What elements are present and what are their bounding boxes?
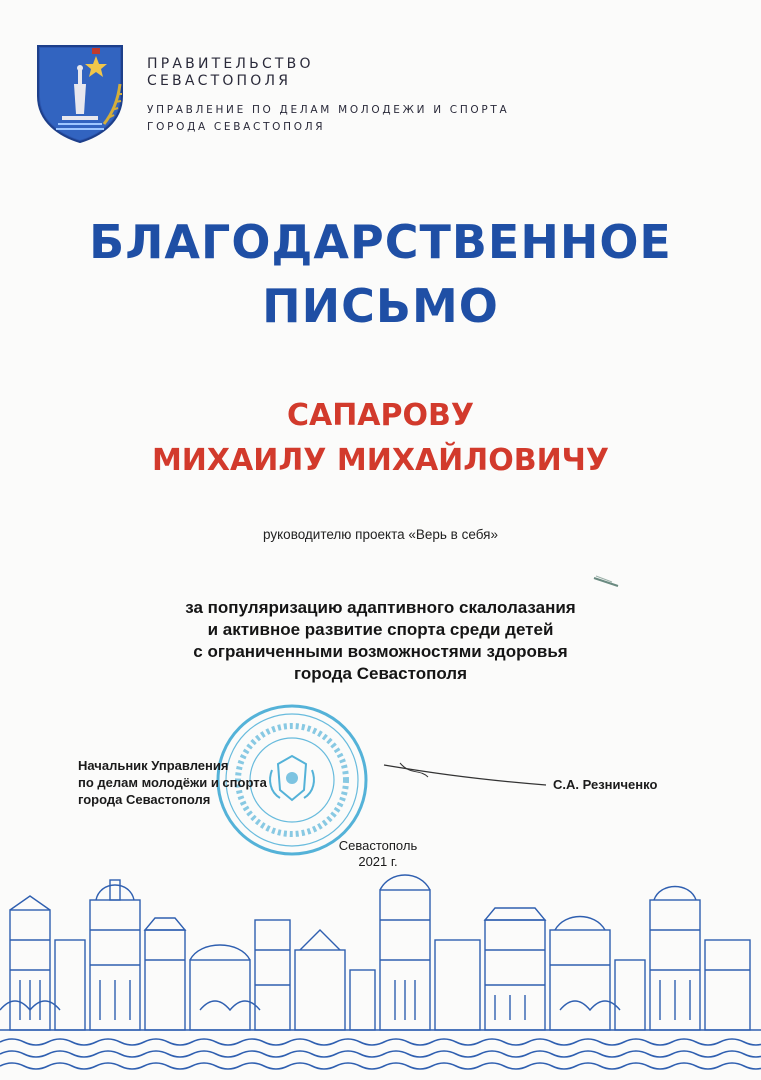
reason-text — [0, 597, 761, 685]
sevastopol-coat-of-arms-icon — [34, 44, 126, 144]
gov-line-2: СЕВАСТОПОЛЯ — [147, 73, 292, 89]
gov-line-1: ПРАВИТЕЛЬСТВО — [147, 56, 314, 72]
signer-title — [78, 757, 267, 808]
recipient-given-names: МИХАИЛУ МИХАЙЛОВИЧУ — [151, 443, 610, 478]
issuer-block — [147, 56, 509, 136]
place-city: Севастополь — [338, 838, 418, 853]
reason-line-2: и активное развитие спорта среди детей — [207, 620, 554, 639]
dept-line-2: ГОРОДА СЕВАСТОПОЛЯ — [147, 121, 326, 133]
signer-line-1: Начальник Управления — [78, 758, 229, 773]
place-year: 2021 г. — [358, 854, 398, 869]
reason-line-1: за популяризацию адаптивного скалолазания — [185, 598, 576, 617]
pen-mark-icon — [592, 572, 622, 590]
reason-line-4: города Севастополя — [293, 664, 468, 683]
document-title-line-1: БЛАГОДАРСТВЕННОЕ — [89, 215, 672, 269]
place-and-date — [328, 838, 428, 870]
recipient-surname: САПАРОВУ — [286, 398, 475, 433]
reason-line-3: с ограниченными возможностями здоровья — [193, 642, 568, 661]
dept-line-1: УПРАВЛЕНИЕ ПО ДЕЛАМ МОЛОДЕЖИ И СПОРТА — [147, 104, 510, 116]
signer-line-2: по делам молодёжи и спорта — [78, 775, 267, 790]
recipient-role: руководителю проекта «Верь в себя» — [263, 527, 498, 542]
document-title-line-2: ПИСЬМО — [262, 279, 499, 333]
signer-line-3: города Севастополя — [78, 792, 211, 807]
signer-name: С.А. Резниченко — [553, 777, 658, 792]
signature-icon — [380, 755, 550, 795]
city-skyline-illustration — [0, 870, 761, 1080]
